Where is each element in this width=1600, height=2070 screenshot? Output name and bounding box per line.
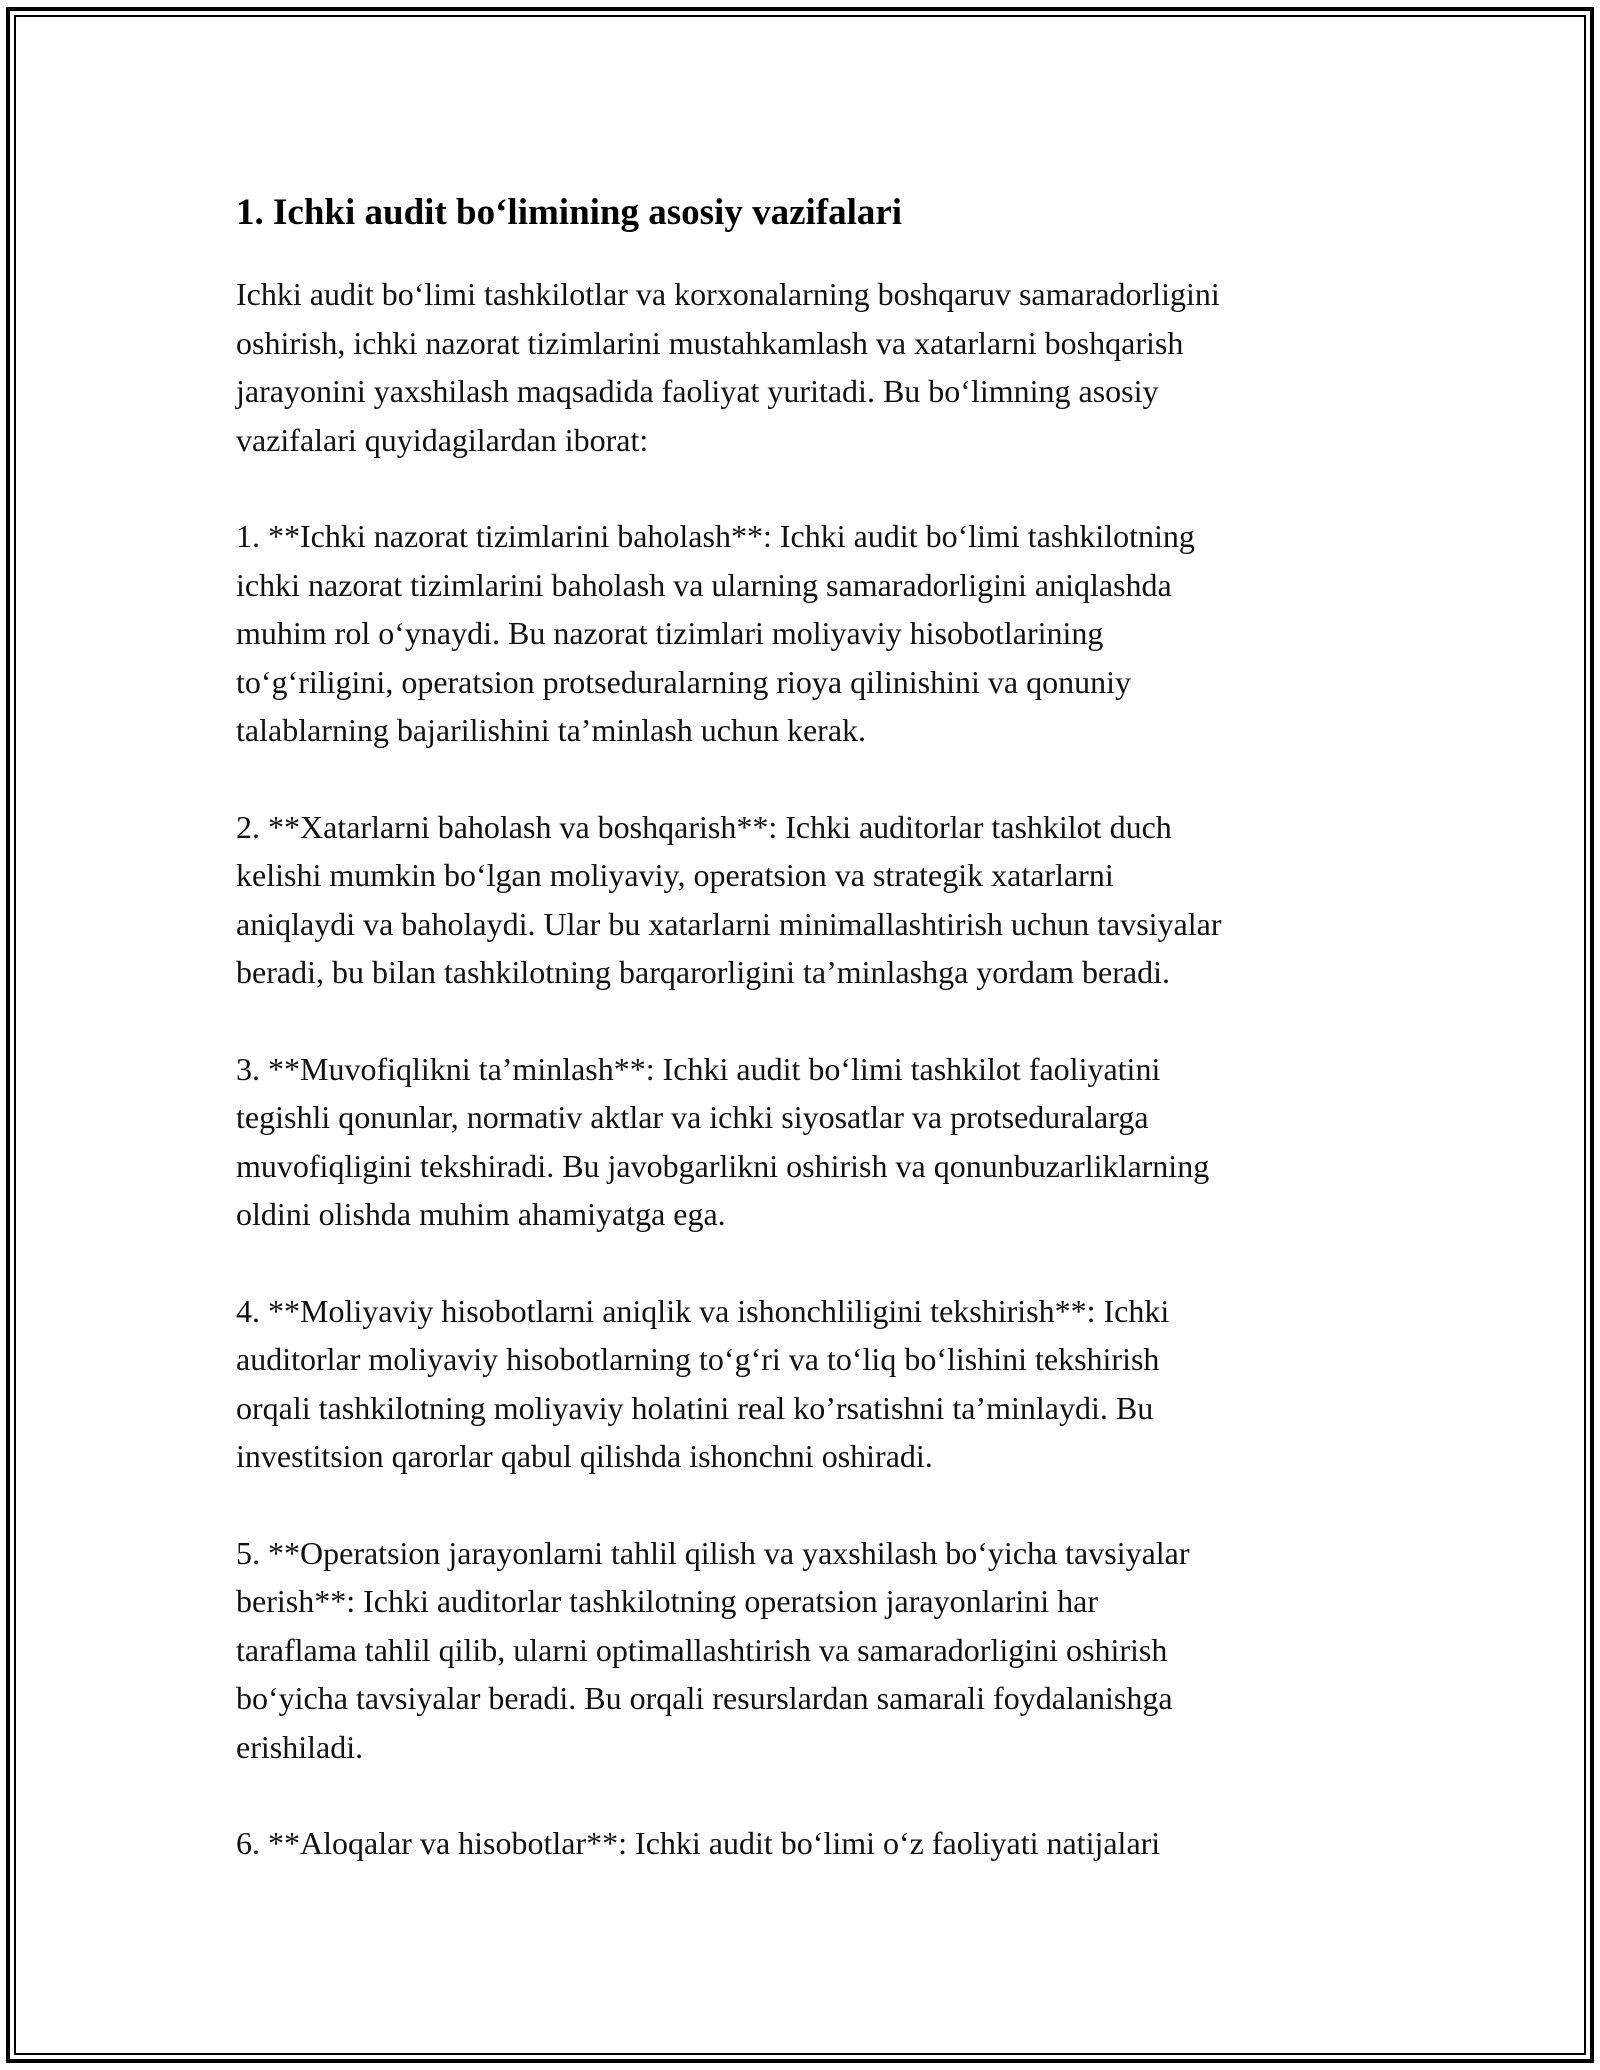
text-line: vazifalari quyidagilardan iborat: xyxy=(236,421,649,458)
list-item-4 xyxy=(236,1287,1376,1481)
text-line: investitsion qarorlar qabul qilishda ishonchni oshiradi. xyxy=(236,1438,933,1474)
intro-paragraph xyxy=(236,270,1376,464)
text-line: talablarning bajarilishini ta’minlash uchun kerak. xyxy=(236,712,867,748)
text-line: oshirish, ichki nazorat tizimlarini mustahkamlash va xatarlarni boshqarish xyxy=(236,324,1184,361)
text-line: muhim rol o‘ynaydi. Bu nazorat tizimlari moliyaviy hisobotlarining xyxy=(236,615,1104,651)
text-line: 4. **Moliyaviy hisobotlarni aniqlik va ishonchliligini tekshirish**: Ichki xyxy=(236,1292,1170,1329)
text-line: bo‘yicha tavsiyalar beradi. Bu orqali resurslardan samarali foydalanishga xyxy=(236,1680,1173,1716)
text-line: 5. **Operatsion jarayonlarni tahlil qilish va yaxshilash bo‘yicha tavsiyalar xyxy=(236,1534,1190,1571)
text-line: Ichki audit bo‘limi tashkilotlar va korxonalarning boshqaruv samaradorligini xyxy=(236,276,1220,312)
text-line: 1. **Ichki nazorat tizimlarini baholash**: Ichki audit bo‘limi tashkilotning xyxy=(236,518,1195,554)
text-line: muvofiqligini tekshiradi. Bu javobgarlikni oshirish va qonunbuzarliklarning xyxy=(236,1147,1210,1184)
text-line: jarayonini yaxshilash maqsadida faoliyat yuritadi. Bu bo‘limning asosiy xyxy=(236,373,1159,409)
list-item-5 xyxy=(236,1529,1376,1772)
text-line: auditorlar moliyaviy hisobotlarning to‘g‘ri va to‘liq bo‘lishini tekshirish xyxy=(236,1341,1160,1377)
text-line: 6. **Aloqalar va hisobotlar**: Ichki audit bo‘limi o‘z faoliyati natijalari xyxy=(236,1825,1161,1861)
list-item-1 xyxy=(236,512,1376,755)
text-line: to‘g‘riligini, operatsion protseduralarning rioya qilinishini va qonuniy xyxy=(236,663,1131,700)
text-line: oldini olishda muhim ahamiyatga ega. xyxy=(236,1196,726,1232)
text-line: aniqlaydi va baholaydi. Ular bu xatarlarni minimallashtirish uchun tavsiyalar xyxy=(236,905,1222,942)
text-line: tegishli qonunlar, normativ aktlar va ichki siyosatlar va protseduralarga xyxy=(236,1099,1149,1135)
text-line: orqali tashkilotning moliyaviy holatini real ko’rsatishni ta’minlaydi. Bu xyxy=(236,1389,1154,1426)
list-item-2 xyxy=(236,803,1376,997)
text-line: erishiladi. xyxy=(236,1728,364,1765)
list-item-3 xyxy=(236,1045,1376,1239)
text-line: ichki nazorat tizimlarini baholash va ularning samaradorligini aniqlashda xyxy=(236,566,1172,603)
text-line: beradi, bu bilan tashkilotning barqarorligini ta’minlashga yordam beradi. xyxy=(236,954,1170,990)
document-body xyxy=(236,186,1376,1916)
list-item-6 xyxy=(236,1819,1376,1868)
text-line: 3. **Muvofiqlikni ta’minlash**: Ichki audit bo‘limi tashkilot faoliyatini xyxy=(236,1050,1161,1087)
section-heading: 1. Ichki audit bo‘limining asosiy vazifalari xyxy=(236,192,903,233)
text-line: berish**: Ichki auditorlar tashkilotning operatsion jarayonlarini har xyxy=(236,1583,1098,1619)
text-line: 2. **Xatarlarni baholash va boshqarish**: Ichki auditorlar tashkilot duch xyxy=(236,808,1172,845)
text-line: kelishi mumkin bo‘lgan moliyaviy, operatsion va strategik xatarlarni xyxy=(236,857,1114,893)
text-line: taraflama tahlil qilib, ularni optimallashtirish va samaradorligini oshirish xyxy=(236,1631,1168,1668)
